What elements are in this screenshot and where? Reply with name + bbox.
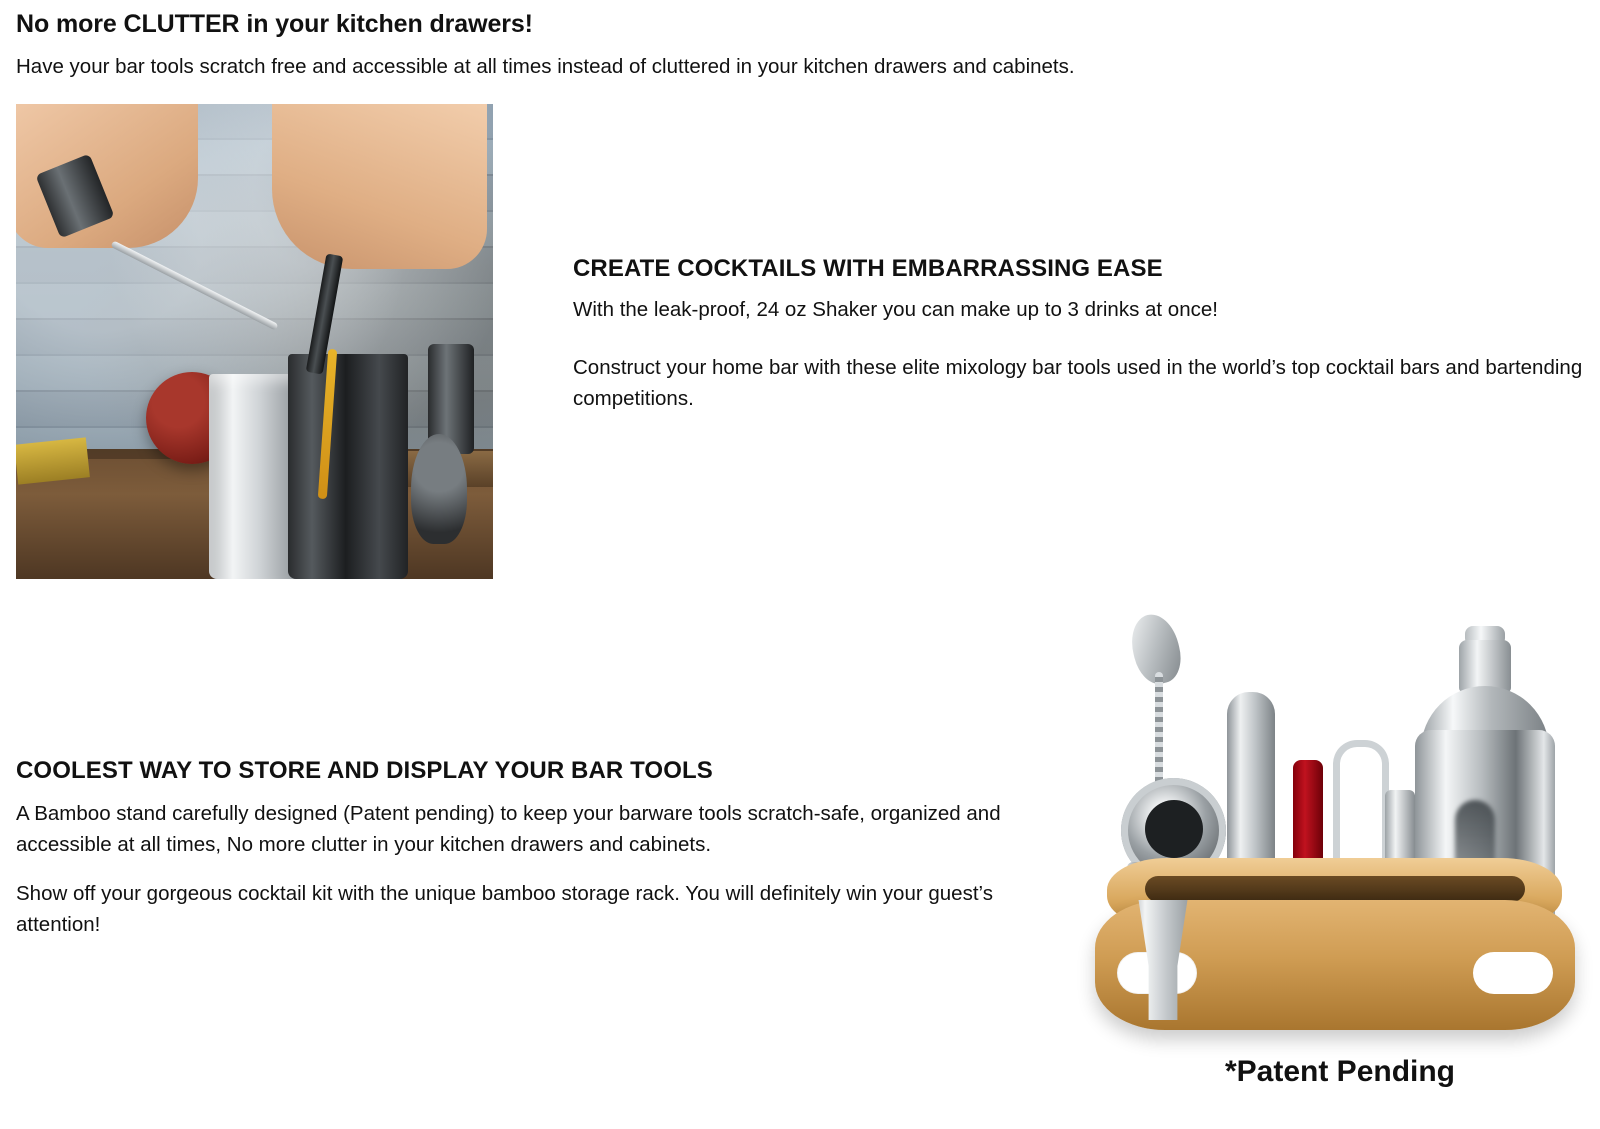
shaker-tin <box>288 354 408 579</box>
shaker-cap <box>1459 640 1511 692</box>
background-strainer-disc <box>411 434 467 544</box>
top-section-heading: No more CLUTTER in your kitchen drawers! <box>16 10 533 38</box>
cutting-board <box>16 437 90 484</box>
product-stage <box>1085 600 1585 1120</box>
bamboo-base-cutout-right <box>1473 952 1553 994</box>
middle-section-heading: CREATE COCKTAILS WITH EMBARRASSING EASE <box>573 255 1163 282</box>
bottom-section-heading: COOLEST WAY TO STORE AND DISPLAY YOUR BAR TOOLS <box>16 757 713 784</box>
middle-section-paragraph-2: Construct your home bar with these elite mixology bar tools used in the world’s top cocktail bars and bartending competitions. <box>573 356 1583 411</box>
bottom-section-paragraph-2: Show off your gorgeous cocktail kit with the unique bamboo storage rack. You will definitely win your guest’s attention! <box>16 882 993 937</box>
cocktail-pour-photo <box>16 104 493 579</box>
top-section-subtext: Have your bar tools scratch free and accessible at all times instead of cluttered in your kitchen drawers and cabinets. <box>16 55 1075 78</box>
patent-pending-caption: *Patent Pending <box>1224 1055 1456 1088</box>
bamboo-stand-slot <box>1145 876 1525 902</box>
bottom-section-paragraph-1: A Bamboo stand carefully designed (Patent pending) to keep your barware tools scratch-safe, organized and accessible at all times, No more clutter in your kitchen drawers and cabinets. <box>16 802 1001 857</box>
bar-tool-set-photo <box>1085 600 1585 1120</box>
right-hand <box>272 104 487 269</box>
middle-section-paragraph-1: With the leak-proof, 24 oz Shaker you can make up to 3 drinks at once! <box>573 298 1218 321</box>
